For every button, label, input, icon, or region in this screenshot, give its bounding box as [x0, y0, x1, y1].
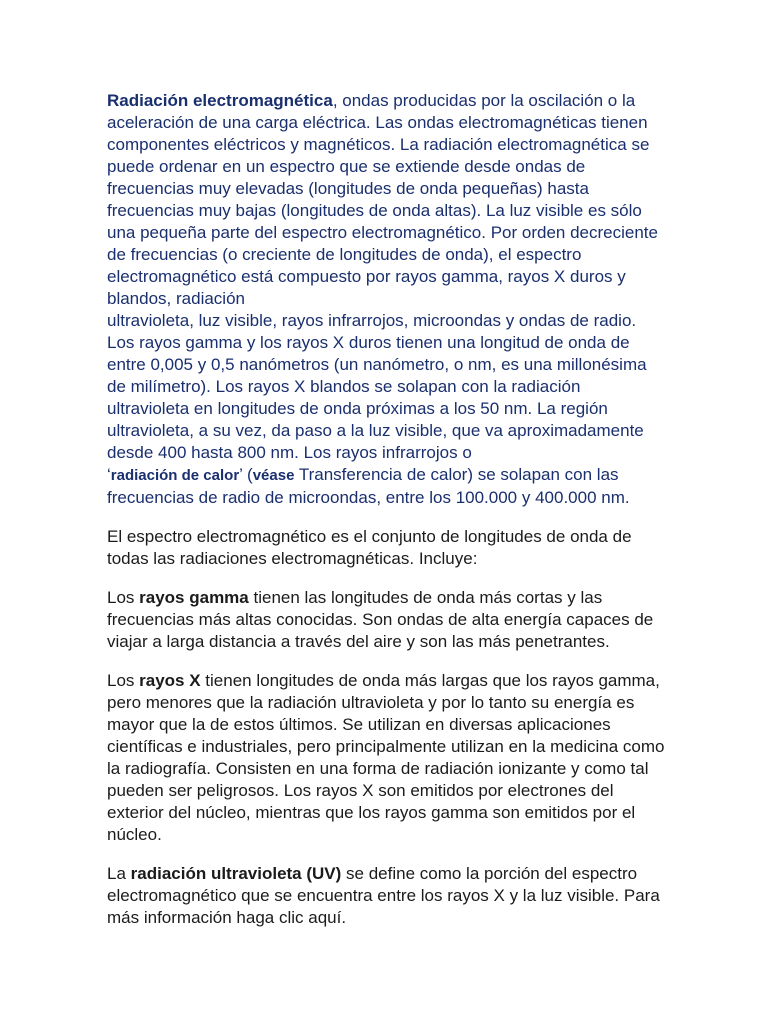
paragraph-xray — [107, 670, 667, 846]
xray-text: tienen longitudes de onda más largas que los rayos gamma, pero menores que la radiación ultravioleta y por lo tanto su energía es mayor que la de estos últimos. Se utilizan en diversas aplicaciones científicas e industriales, pero principalmente utilizan en la medicina como la radiografía. Consisten en una forma de radiación ionizante y como tal pueden ser peligrosos. Los rayos X son emitidos por electrones del exterior del núcleo, mientras que los rayos gamma son emitidos por el núcleo. — [107, 671, 665, 844]
definition-text-end: Transferencia de calor) se solapan con las frecuencias de radio de microondas, entre los 100.000 y 400.000 nm. — [107, 465, 630, 507]
paragraph-spectrum — [107, 526, 667, 570]
term-radiacion-electromagnetica: Radiación electromagnética — [107, 91, 333, 110]
definition-text: , ondas producidas por la oscilación o la aceleración de una carga eléctrica. Las ondas electromagnéticas tienen componentes eléctricos y magnéticos. La radiación electromagnética se puede ordenar en un espectro que se extiende desde ondas de frecuencias muy elevadas (longitudes de onda pequeñas) hasta frecuencias muy bajas (longitudes de onda altas). La luz visible es sólo una pequeña parte del espectro electromagnético. Por orden decreciente de frecuencias (o creciente de longitudes de onda), el espectro electromagnético está compuesto por rayos gamma, rayos X duros y blandos, radiación — [107, 91, 658, 308]
quote-open: ‘ — [107, 465, 111, 484]
paragraph-uv — [107, 863, 667, 929]
gamma-lead: Los — [107, 588, 140, 607]
term-radiacion-ultravioleta: radiación ultravioleta (UV) — [130, 864, 342, 883]
term-vease: véase — [252, 467, 295, 484]
quote-close: ’ ( — [239, 465, 253, 484]
document-body — [107, 90, 667, 946]
xray-lead: Los — [107, 671, 140, 690]
gamma-text: tienen las longitudes de onda más cortas y las frecuencias más altas conocidas. Son ondas de alta energía capaces de viajar a larga distancia a través del aire y son las más penetrantes. — [107, 588, 654, 651]
paragraph-definition — [107, 90, 667, 509]
paragraph-gamma — [107, 587, 667, 653]
term-radiacion-de-calor: radiación de calor — [110, 467, 240, 484]
spectrum-text: El espectro electromagnético es el conjunto de longitudes de onda de todas las radiaciones electromagnéticas. Incluye: — [107, 527, 632, 568]
term-rayos-gamma: rayos gamma — [139, 588, 249, 607]
term-rayos-x: rayos X — [139, 671, 201, 690]
uv-lead: La — [107, 864, 131, 883]
uv-text: se define como la porción del espectro electromagnético que se encuentra entre los rayos X y la luz visible. Para más información haga clic aquí. — [107, 864, 660, 927]
definition-text-continued: ultravioleta, luz visible, rayos infrarrojos, microondas y ondas de radio. Los rayos gamma y los rayos X duros tienen una longitud de onda de entre 0,005 y 0,5 nanómetros (un nanómetro, o nm, es una millonésima de milímetro). Los rayos X blandos se solapan con la radiación ultravioleta en longitudes de onda próximas a los 50 nm. La región ultravioleta, a su vez, da paso a la luz visible, que va aproximadamente desde 400 hasta 800 nm. Los rayos infrarrojos o — [107, 311, 647, 462]
